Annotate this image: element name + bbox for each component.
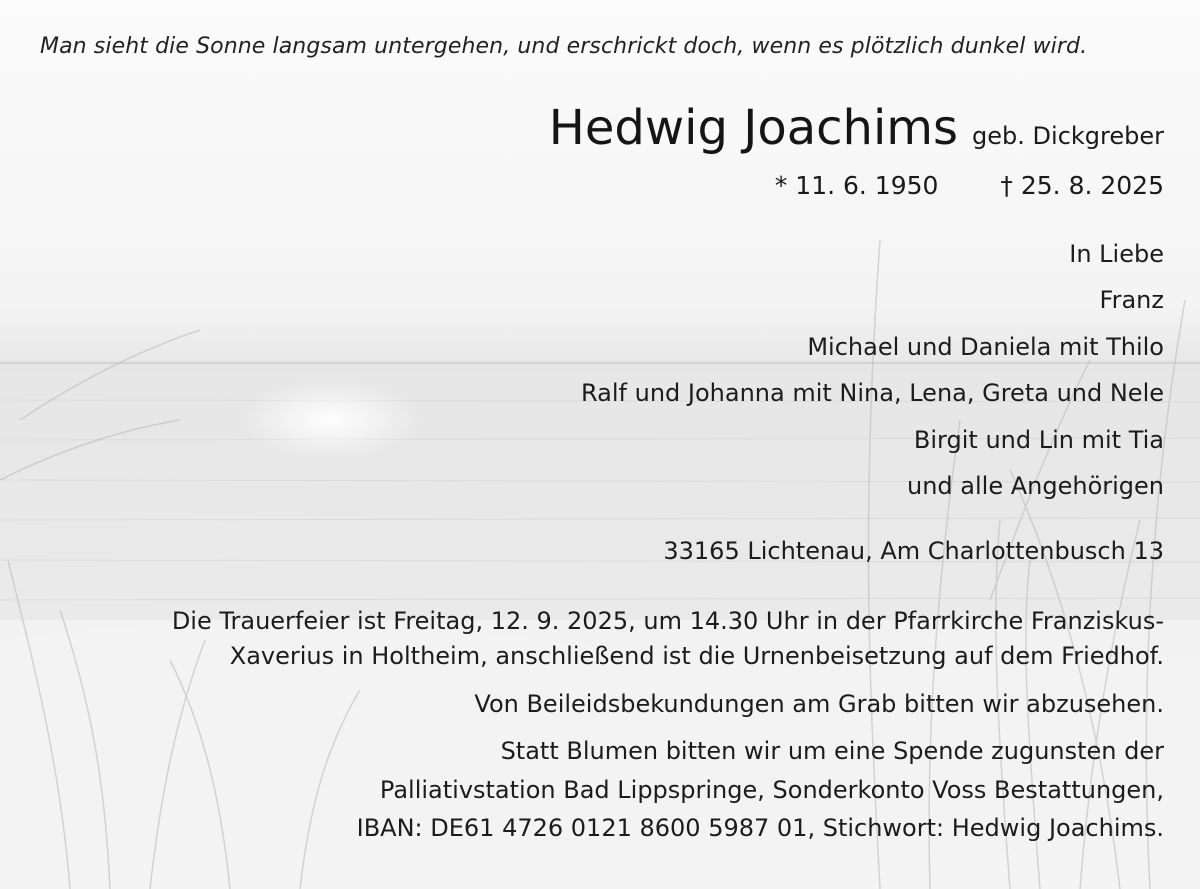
- donation-info-line: Statt Blumen bitten wir um eine Spende zugunsten der: [500, 737, 1164, 765]
- donation-info-line: IBAN: DE61 4726 0121 8600 5987 01, Stichwort: Hedwig Joachims.: [356, 814, 1164, 842]
- mourners-line: Franz: [1099, 286, 1164, 314]
- death-date: † 25. 8. 2025: [1000, 171, 1164, 200]
- condolence-note: Von Beileidsbekundungen am Grab bitten wir abzusehen.: [474, 690, 1164, 718]
- motto-quote: Man sieht die Sonne langsam untergehen, und erschrickt doch, wenn es plötzlich dunkel wird.: [40, 34, 1088, 59]
- deceased-name: Hedwig Joachims: [548, 100, 959, 156]
- funeral-info-line: Xaverius in Holtheim, anschließend ist die Urnenbeisetzung auf dem Friedhof.: [229, 642, 1164, 670]
- birth-date: * 11. 6. 1950: [774, 171, 939, 200]
- mourners-line: Michael und Daniela mit Thilo: [807, 333, 1164, 361]
- donation-info-line: Palliativstation Bad Lippspringe, Sonderkonto Voss Bestattungen,: [379, 776, 1164, 804]
- mourners-line: und alle Angehörigen: [907, 472, 1164, 500]
- deceased-name-line: [549, 100, 1164, 156]
- birth-name: geb. Dickgreber: [972, 122, 1164, 150]
- mourners-line: Ralf und Johanna mit Nina, Lena, Greta und Nele: [581, 379, 1164, 407]
- mourner-address: 33165 Lichtenau, Am Charlottenbusch 13: [663, 537, 1164, 565]
- life-dates: [775, 171, 1164, 200]
- funeral-info-line: Die Trauerfeier ist Freitag, 12. 9. 2025, um 14.30 Uhr in der Pfarrkirche Franziskus-: [171, 607, 1164, 635]
- mourners-line: Birgit und Lin mit Tia: [913, 426, 1164, 454]
- mourners-line: In Liebe: [1069, 240, 1164, 268]
